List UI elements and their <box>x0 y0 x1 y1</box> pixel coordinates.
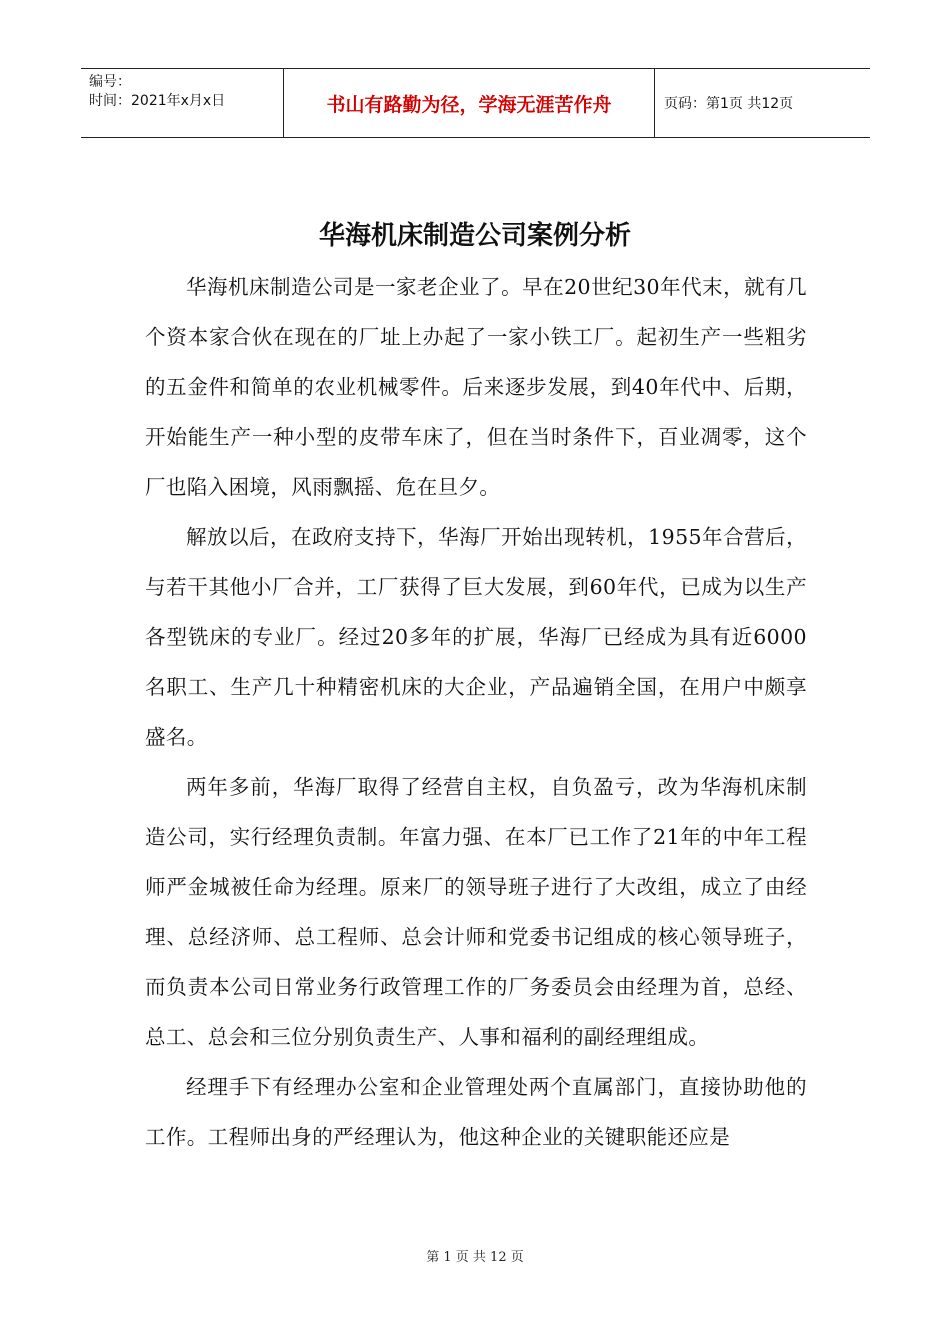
header-motto: 书山有路勤为径，学海无涯苦作舟 <box>326 93 612 116</box>
header-meta-cell <box>81 69 283 137</box>
document-date: 时间：2021年x月x日 <box>89 93 226 109</box>
body-paragraph: 两年多前，华海厂取得了经营自主权，自负盈亏，改为华海机床制造公司，实行经理负责制。年富力强、在本厂已工作了21年的中年工程师严金城被任命为经理。原来厂的领导班子进行了大改组，成立了由经理、总经济师、总工程师、总会计师和党委书记组成的核心领导班子，而负责本公司日常业务行政管理工作的厂务委员会由经理为首，总经、总工、总会和三位分别负责生产、人事和福利的副经理组成。 <box>145 775 807 1049</box>
document-body <box>145 262 807 1162</box>
body-paragraph: 华海机床制造公司是一家老企业了。早在20世纪30年代末，就有几个资本家合伙在现在的厂址上办起了一家小铁工厂。起初生产一些粗劣的五金件和简单的农业机械零件。后来逐步发展，到40年代中、后期，开始能生产一种小型的皮带车床了，但在当时条件下，百业凋零，这个厂也陷入困境，风雨飘摇、危在旦夕。 <box>145 275 807 499</box>
page-footer: 第 1 页 共 12 页 <box>426 1250 524 1265</box>
header-motto-cell <box>283 69 655 137</box>
header-page-cell <box>655 69 870 137</box>
header-page-info: 页码：第1页 共12页 <box>664 96 794 112</box>
body-paragraph: 解放以后，在政府支持下，华海厂开始出现转机，1955年合营后，与若干其他小厂合并，工厂获得了巨大发展，到60年代，已成为以生产各型铣床的专业厂。经过20多年的扩展，华海厂已经成为具有近6000名职工、生产几十种精密机床的大企业，产品遍销全国，在用户中颇享盛名。 <box>145 525 807 749</box>
document-title: 华海机床制造公司案例分析 <box>318 221 631 251</box>
body-paragraph: 经理手下有经理办公室和企业管理处两个直属部门，直接协助他的工作。工程师出身的严经理认为，他这种企业的关键职能还应是 <box>145 1075 807 1149</box>
document-header <box>81 68 870 138</box>
document-number-label: 编号： <box>89 74 131 90</box>
